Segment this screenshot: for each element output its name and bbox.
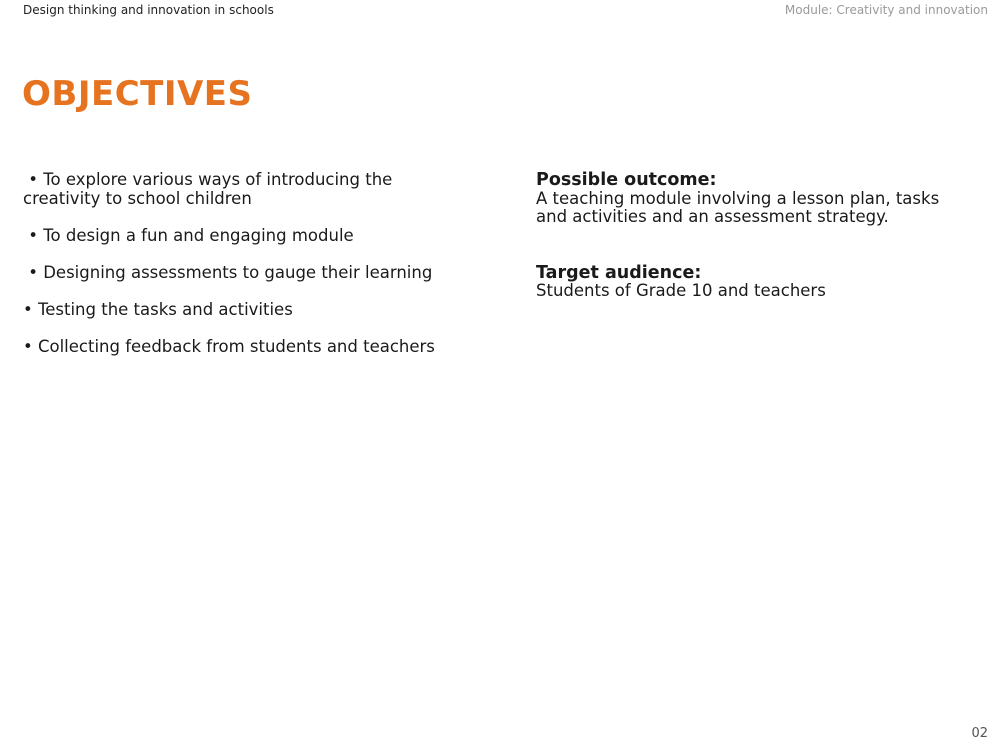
- possible-outcome-heading: Possible outcome:: [536, 170, 717, 190]
- objective-item: • Collecting feedback from students and teachers: [23, 336, 435, 356]
- page-number: 02: [971, 726, 988, 741]
- target-audience-text: Students of Grade 10 and teachers: [536, 281, 826, 300]
- module-label: Module: Creativity and innovation: [784, 3, 988, 17]
- objectives-list: [23, 171, 473, 375]
- outcome-audience-panel: [536, 171, 956, 338]
- objective-item: • Designing assessments to gauge their learning: [23, 262, 433, 282]
- target-audience-heading: Target audience:: [536, 262, 702, 283]
- possible-outcome-section: [536, 171, 956, 227]
- objective-item: • Testing the tasks and activities: [23, 299, 293, 319]
- objective-item: • To design a fun and engaging module: [23, 225, 354, 245]
- course-title: Design thinking and innovation in schools: [23, 3, 274, 17]
- slide-title: OBJECTIVES: [22, 74, 253, 114]
- objective-item: • To explore various ways of introducing the creativity to school children: [23, 170, 398, 208]
- target-audience-section: [536, 264, 956, 301]
- possible-outcome-text: A teaching module involving a lesson plan, tasks and activities and an assessment strategy.: [536, 188, 940, 226]
